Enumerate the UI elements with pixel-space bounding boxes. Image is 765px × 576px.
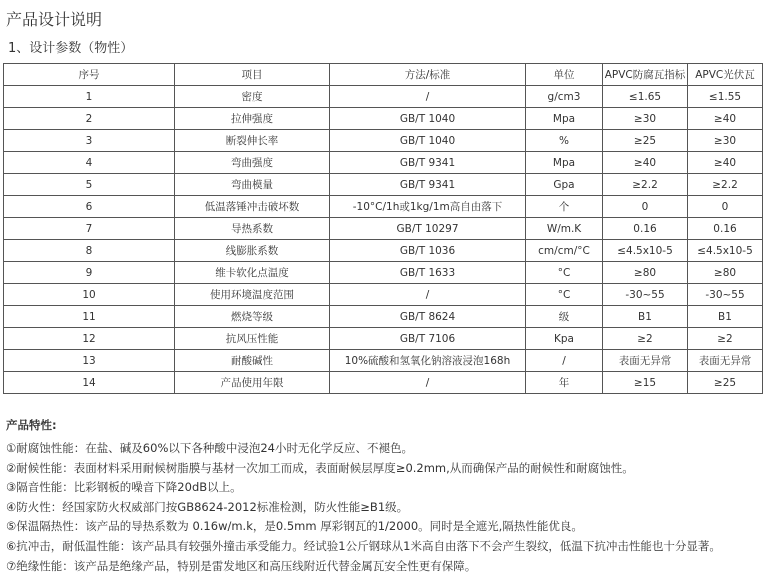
- table-cell: ≤4.5x10-5: [688, 240, 763, 262]
- column-header: 序号: [4, 64, 175, 86]
- column-header: 项目: [175, 64, 330, 86]
- table-cell: GB/T 1036: [330, 240, 526, 262]
- table-row: [4, 372, 763, 394]
- table-cell: GB/T 1040: [330, 130, 526, 152]
- table-cell: 10%硫酸和氢氧化钠溶液浸泡168h: [330, 350, 526, 372]
- table-row: [4, 262, 763, 284]
- table-cell: /: [526, 350, 603, 372]
- column-header: APVC防腐瓦指标: [603, 64, 688, 86]
- table-cell: ≥2: [603, 328, 688, 350]
- table-cell: 燃烧等级: [175, 306, 330, 328]
- table-row: [4, 108, 763, 130]
- table-cell: ≥80: [688, 262, 763, 284]
- table-cell: ≥30: [603, 108, 688, 130]
- table-cell: 使用环境温度范围: [175, 284, 330, 306]
- table-cell: 耐酸碱性: [175, 350, 330, 372]
- table-cell: 10: [4, 284, 175, 306]
- table-row: [4, 196, 763, 218]
- table-cell: W/m.K: [526, 218, 603, 240]
- spec-table-body: [4, 64, 763, 394]
- table-cell: 表面无异常: [603, 350, 688, 372]
- feature-item: ③隔音性能：比彩钢板的噪音下降20dB以上。: [6, 480, 242, 495]
- table-cell: /: [330, 86, 526, 108]
- table-cell: ≥40: [688, 152, 763, 174]
- table-cell: 拉伸强度: [175, 108, 330, 130]
- table-cell: Mpa: [526, 152, 603, 174]
- table-cell: 8: [4, 240, 175, 262]
- table-cell: 抗风压性能: [175, 328, 330, 350]
- table-row: [4, 350, 763, 372]
- feature-item: ⑥抗冲击，耐低温性能：该产品具有较强外撞击承受能力。经试验1公斤钢球从1米高自由落下不会产生裂纹，低温下抗冲击性能也十分显著。: [6, 538, 721, 553]
- table-cell: 年: [526, 372, 603, 394]
- table-row: [4, 328, 763, 350]
- table-cell: GB/T 10297: [330, 218, 526, 240]
- table-cell: 13: [4, 350, 175, 372]
- table-row: [4, 218, 763, 240]
- table-cell: 11: [4, 306, 175, 328]
- table-cell: ≥30: [688, 130, 763, 152]
- feature-item: ⑦绝缘性能：该产品是绝缘产品，特别是雷发地区和高压线附近代替金属瓦安全性更有保障。: [6, 558, 477, 573]
- table-cell: 6: [4, 196, 175, 218]
- features-section: [6, 417, 761, 576]
- table-cell: ≥80: [603, 262, 688, 284]
- table-cell: °C: [526, 284, 603, 306]
- table-cell: Kpa: [526, 328, 603, 350]
- table-cell: 3: [4, 130, 175, 152]
- table-cell: ≥2: [688, 328, 763, 350]
- table-cell: 弯曲模量: [175, 174, 330, 196]
- table-cell: GB/T 9341: [330, 152, 526, 174]
- table-row: [4, 284, 763, 306]
- features-title: 产品特性:: [6, 418, 57, 432]
- table-cell: 5: [4, 174, 175, 196]
- table-cell: 导热系数: [175, 218, 330, 240]
- column-header: 单位: [526, 64, 603, 86]
- column-header: 方法/标准: [330, 64, 526, 86]
- table-cell: 表面无异常: [688, 350, 763, 372]
- table-cell: ≥25: [688, 372, 763, 394]
- spec-table: [3, 63, 763, 394]
- table-cell: 7: [4, 218, 175, 240]
- table-cell: ≤1.65: [603, 86, 688, 108]
- table-cell: cm/cm/°C: [526, 240, 603, 262]
- section-heading: 1、设计参数（物性）: [8, 41, 134, 56]
- table-row: [4, 86, 763, 108]
- table-cell: GB/T 1040: [330, 108, 526, 130]
- table-cell: /: [330, 372, 526, 394]
- table-cell: Gpa: [526, 174, 603, 196]
- table-cell: 低温落锤冲击破坏数: [175, 196, 330, 218]
- table-cell: /: [330, 284, 526, 306]
- table-row: [4, 306, 763, 328]
- table-row: [4, 130, 763, 152]
- table-cell: 0: [688, 196, 763, 218]
- table-cell: 0.16: [603, 218, 688, 240]
- column-header: APVC光伏瓦: [688, 64, 763, 86]
- table-cell: 维卡软化点温度: [175, 262, 330, 284]
- table-cell: ≥2.2: [603, 174, 688, 196]
- table-cell: °C: [526, 262, 603, 284]
- table-cell: ≤4.5x10-5: [603, 240, 688, 262]
- table-row: [4, 152, 763, 174]
- table-cell: 4: [4, 152, 175, 174]
- table-cell: 线膨胀系数: [175, 240, 330, 262]
- table-cell: ≥40: [603, 152, 688, 174]
- table-cell: 9: [4, 262, 175, 284]
- table-cell: -10°C/1h或1kg/1m高自由落下: [330, 196, 526, 218]
- table-cell: 产品使用年限: [175, 372, 330, 394]
- table-cell: B1: [688, 306, 763, 328]
- table-cell: -30~55: [603, 284, 688, 306]
- table-cell: ≥15: [603, 372, 688, 394]
- table-cell: GB/T 8624: [330, 306, 526, 328]
- feature-item: ①耐腐蚀性能：在盐、碱及60%以下各种酸中浸泡24小时无化学反应、不褪色。: [6, 441, 413, 455]
- table-cell: 个: [526, 196, 603, 218]
- table-cell: 2: [4, 108, 175, 130]
- table-cell: 弯曲强度: [175, 152, 330, 174]
- table-cell: GB/T 1633: [330, 262, 526, 284]
- table-header-row: [4, 64, 763, 86]
- table-cell: 14: [4, 372, 175, 394]
- feature-item: ②耐候性能：表面材料采用耐候树脂膜与基材一次加工而成，表面耐候层厚度≥0.2mm,从而确保产品的耐候性和耐腐蚀性。: [6, 460, 634, 475]
- feature-item: ⑤保温隔热性：该产品的导热系数为 0.16w/m.k，是0.5mm 厚彩钢瓦的1/2000。同时是全遮光,隔热性能优良。: [6, 519, 583, 534]
- table-cell: g/cm3: [526, 86, 603, 108]
- table-cell: %: [526, 130, 603, 152]
- table-cell: 密度: [175, 86, 330, 108]
- features-list: [6, 439, 761, 576]
- table-cell: Mpa: [526, 108, 603, 130]
- table-cell: 级: [526, 306, 603, 328]
- feature-item: ④防火性：经国家防火权威部门按GB8624-2012标准检测，防火性能≥B1级。: [6, 499, 409, 514]
- table-cell: B1: [603, 306, 688, 328]
- table-cell: ≥40: [688, 108, 763, 130]
- table-cell: ≥2.2: [688, 174, 763, 196]
- table-cell: GB/T 9341: [330, 174, 526, 196]
- table-cell: ≤1.55: [688, 86, 763, 108]
- table-row: [4, 240, 763, 262]
- table-cell: 1: [4, 86, 175, 108]
- table-cell: -30~55: [688, 284, 763, 306]
- table-cell: 12: [4, 328, 175, 350]
- table-cell: 断裂伸长率: [175, 130, 330, 152]
- table-cell: ≥25: [603, 130, 688, 152]
- table-row: [4, 174, 763, 196]
- table-cell: GB/T 7106: [330, 328, 526, 350]
- table-cell: 0: [603, 196, 688, 218]
- table-cell: 0.16: [688, 218, 763, 240]
- page-title: 产品设计说明: [6, 10, 103, 29]
